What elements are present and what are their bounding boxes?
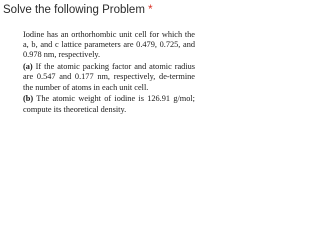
problem-part-a (23, 62, 195, 93)
part-a-text: If the atomic packing factor and atomic radius are 0.547 and 0.177 nm, respectively, de-termine the number of atoms in each unit cell. (23, 62, 195, 92)
problem-part-b (23, 94, 195, 114)
part-b-text: The atomic weight of iodine is 126.91 g/mol; compute its theoretical density. (23, 94, 195, 114)
part-b-label: (b) (23, 94, 34, 104)
question-heading (3, 3, 153, 17)
part-a-label: (a) (23, 62, 33, 72)
question-title: Solve the following Problem (3, 4, 145, 16)
problem-intro: Iodine has an orthorhombic unit cell for which the a, b, and c lattice parameters are 0.479, 0.725, and 0.978 nm, respectively. (23, 30, 195, 60)
required-asterisk: * (148, 4, 153, 16)
problem-statement (23, 30, 195, 115)
